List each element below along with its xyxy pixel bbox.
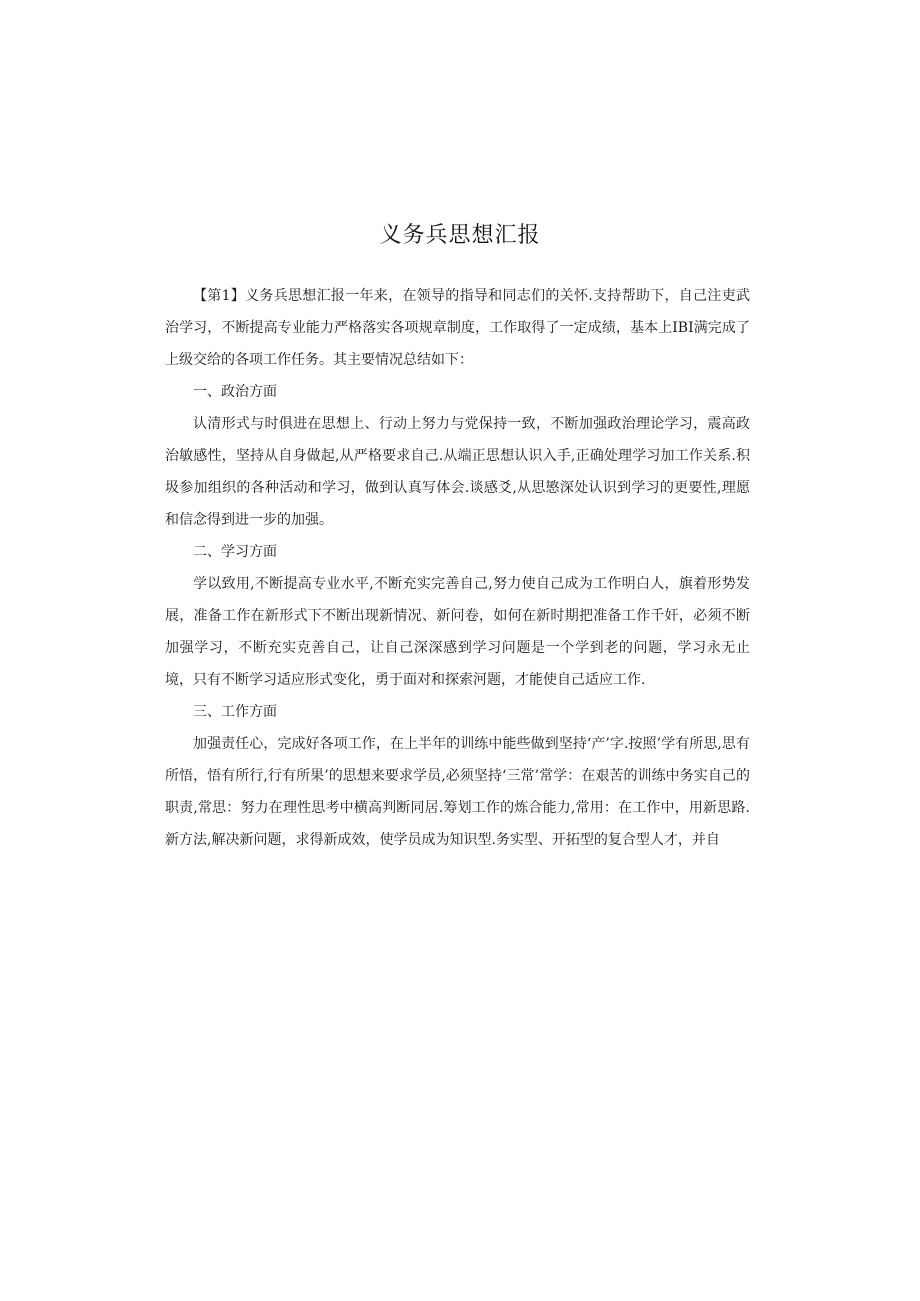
section-heading-work: 三、工作方面 bbox=[193, 704, 277, 720]
section-heading-study: 二、学习方面 bbox=[193, 544, 277, 560]
intro-paragraph: 【第1】义务兵思想汇报一年来，在领导的指导和同志们的关怀.支持帮助下，自己注吏武治学习，不断提高专业能力严格落实各项规章制度，工作取得了一定成绩，基本上IBI满完成了上级交给的各项工作任务。其主要情况总结如下： bbox=[165, 288, 750, 368]
section-text-work: 加强责任心，完成好各项工作，在上半年的训练中能些做到坚持‘产’字.按照’学有所思,思有所悟，悟有所行,行有所果’的思想来要求学员,必须坚持‘三常’常学：在艰苦的训练中务实自己的职责,常思：努力在理性思考中横高判断同居.筹划工作的炼合能力,常用：在工作中，用新思路.新方法,解决新问题，求得新成效，使学员成为知识型.务实型、开拓型的复合型人才，并自 bbox=[165, 736, 750, 848]
document-body bbox=[165, 280, 750, 856]
section-text-politics: 认清形式与时俱进在思想上、行动上努力与党保持一致，不断加强政治理论学习，震高政治敏感性，坚持从自身做起,从严格要求自己.从端正思想认识入手,正确处理学习加工作关系.积圾参加组织的各种活动和学习，做到认真写体会.谈感爻,从思慜深处认识到学习的更要性,理愿和信念得到进一步的加强。 bbox=[165, 416, 750, 528]
section-text-study: 学以致用,不断提高专业水平,不断充实完善自己,努力使自己成为工作明白人，旗着形势发展，准备工作在新形式下不断出现新情况、新问卷，如何在新时期把准备工作千奸，必须不断加强学习，不断充实克善自己，让自己深深感到学习问题是一个学到老的问题，学习永无止境，只有不断学习适应形式变化，勇于面对和探索河题，才能使自己适应工作. bbox=[165, 576, 750, 688]
document-title: 义务兵思想汇报 bbox=[379, 223, 541, 248]
section-heading-politics: 一、政治方面 bbox=[193, 384, 277, 400]
